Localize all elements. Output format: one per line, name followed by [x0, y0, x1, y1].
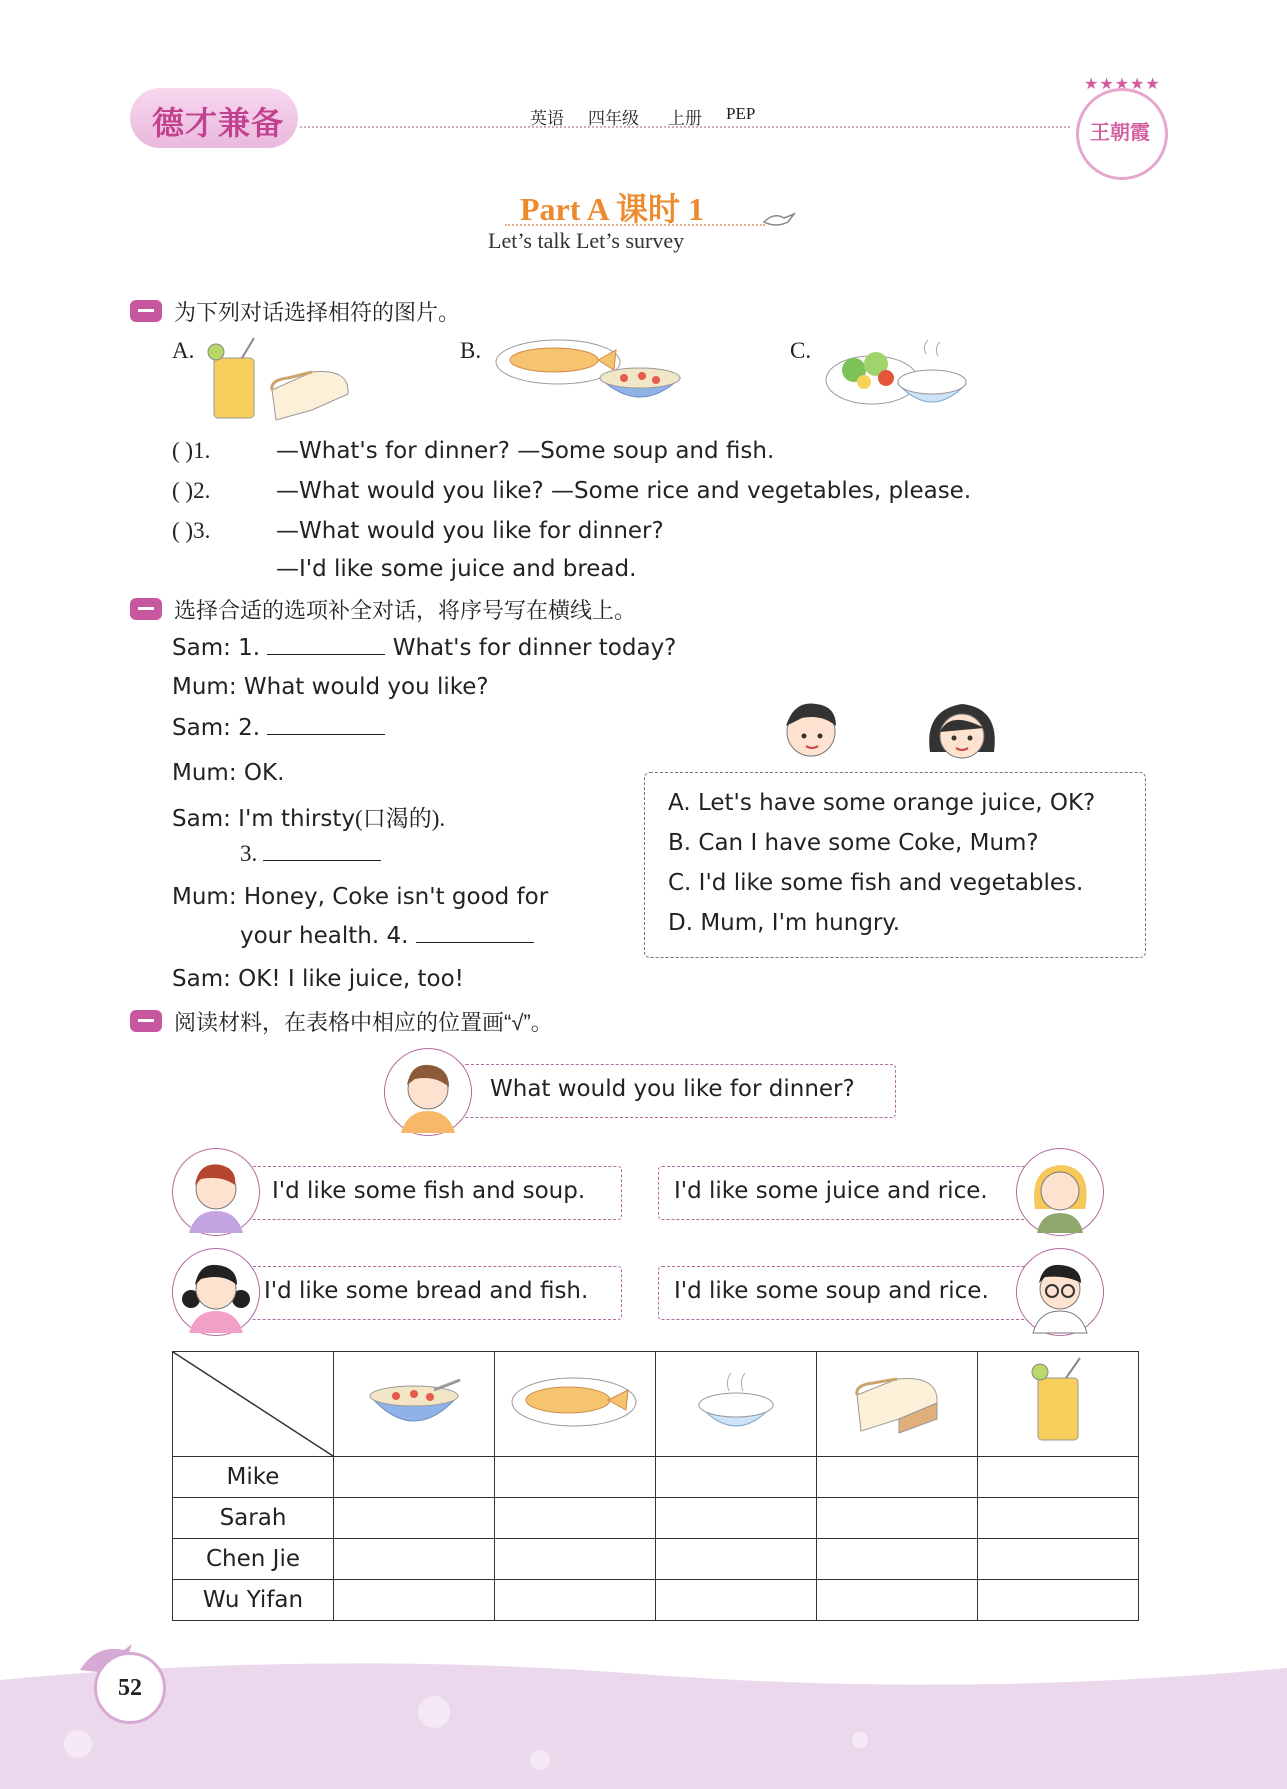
juice-and-bread-icon: [200, 336, 356, 424]
answer-4-text: I'd like some soup and rice.: [674, 1278, 989, 1304]
dialogue-line-5: [172, 800, 445, 833]
check-cell[interactable]: [978, 1498, 1139, 1539]
check-cell[interactable]: [334, 1498, 495, 1539]
check-cell[interactable]: [817, 1580, 978, 1621]
answer-1-text: I'd like some fish and soup.: [272, 1178, 586, 1204]
answer-2-text: I'd like some juice and rice.: [674, 1178, 988, 1204]
answer-3-text: I'd like some bread and fish.: [264, 1278, 589, 1304]
lesson-title-underline: [505, 224, 765, 226]
section-2-badge: [130, 598, 162, 620]
rice-icon: [691, 1361, 781, 1441]
table-row: [173, 1457, 1139, 1498]
question-1-text: —What's for dinner? —Some soup and fish.: [276, 438, 775, 464]
volume: 上册: [668, 109, 702, 128]
mum-icon: [920, 692, 1004, 772]
dialogue-line-9: Sam: OK! I like juice, too!: [172, 966, 464, 992]
row-name-wu-yifan: Wu Yifan: [173, 1580, 334, 1621]
dialogue-line-1-rest: What's for dinner today?: [392, 635, 677, 661]
fish-icon: [510, 1366, 640, 1436]
boy-icon: [776, 692, 846, 772]
dialogue-line-5-text: Sam: I'm thirsty: [172, 806, 356, 832]
blank-4[interactable]: [416, 922, 534, 943]
question-1-label: ( )1.: [172, 438, 211, 463]
question-3-label: ( )3.: [172, 518, 211, 543]
edition: PEP: [726, 104, 756, 123]
section-1-title: 为下列对话选择相符的图片。: [174, 300, 461, 325]
dialogue-line-1-speaker: Sam: 1.: [172, 635, 261, 661]
mike-avatar: [172, 1148, 260, 1236]
choice-a: A. Let's have some orange juice, OK?: [668, 790, 1096, 816]
subject: 英语: [530, 109, 564, 128]
logo-text: 德才兼备: [152, 104, 285, 142]
check-cell[interactable]: [334, 1539, 495, 1580]
section-2-title: 选择合适的选项补全对话，将序号写在横线上。: [174, 598, 637, 623]
boy-glasses-icon: [1017, 1249, 1103, 1335]
check-cell[interactable]: [495, 1580, 656, 1621]
option-c-label: C.: [790, 338, 812, 363]
sarah-avatar: [1016, 1148, 1104, 1236]
girl-pigtails-icon: [173, 1249, 259, 1335]
check-cell[interactable]: [656, 1539, 817, 1580]
choice-c: C. I'd like some fish and vegetables.: [668, 870, 1084, 896]
row-name-sarah: Sarah: [173, 1498, 334, 1539]
question-2-label: ( )2.: [172, 478, 211, 503]
check-cell[interactable]: [978, 1539, 1139, 1580]
dialogue-line-3-speaker: Sam: 2.: [172, 715, 261, 741]
dialogue-line-4: Mum: OK.: [172, 760, 285, 786]
dialogue-line-8-text: your health. 4.: [240, 923, 409, 949]
boy-purple-icon: [173, 1149, 259, 1235]
header-juice-cell: [978, 1352, 1139, 1457]
check-cell[interactable]: [495, 1498, 656, 1539]
table-row: [173, 1580, 1139, 1621]
teacher-icon: [385, 1049, 471, 1135]
section-1-badge: [130, 300, 162, 322]
header-fish-cell: [495, 1352, 656, 1457]
blank-1[interactable]: [267, 634, 385, 655]
fish-and-soup-icon: [494, 334, 694, 414]
check-cell[interactable]: [656, 1457, 817, 1498]
question-2-text: —What would you like? —Some rice and vegetables, please.: [276, 478, 972, 504]
table-header-row: [173, 1352, 1139, 1457]
soup-icon: [364, 1366, 464, 1436]
check-cell[interactable]: [334, 1457, 495, 1498]
chen-jie-avatar: [172, 1248, 260, 1336]
choice-d: D. Mum, I'm hungry.: [668, 910, 901, 936]
vegetables-and-rice-icon: [822, 334, 972, 416]
survey-table: [172, 1351, 1139, 1621]
check-cell[interactable]: [978, 1580, 1139, 1621]
grade: 四年级: [588, 109, 639, 128]
option-a-label: A.: [172, 338, 195, 363]
dialogue-line-1: [172, 634, 676, 661]
header-soup-cell: [334, 1352, 495, 1457]
table-row: [173, 1539, 1139, 1580]
seal-text: 王朝霞: [1090, 122, 1150, 144]
section-3-title: 阅读材料，在表格中相应的位置画“√”。: [174, 1010, 553, 1035]
footer-wave: [0, 1650, 1287, 1789]
option-b-label: B.: [460, 338, 482, 363]
check-cell[interactable]: [656, 1498, 817, 1539]
wu-yifan-avatar: [1016, 1248, 1104, 1336]
teacher-avatar: [384, 1048, 472, 1136]
check-cell[interactable]: [978, 1457, 1139, 1498]
dialogue-line-5-gloss: (口渴的).: [355, 806, 446, 831]
check-cell[interactable]: [495, 1539, 656, 1580]
section-3-badge: [130, 1010, 162, 1032]
bird-icon: [762, 208, 796, 230]
row-name-chen-jie: Chen Jie: [173, 1539, 334, 1580]
check-cell[interactable]: [817, 1498, 978, 1539]
check-cell[interactable]: [817, 1457, 978, 1498]
check-cell[interactable]: [817, 1539, 978, 1580]
lesson-title: Part A 课时 1: [520, 191, 704, 227]
girl-blonde-icon: [1017, 1149, 1103, 1235]
stars-icon: ★★★★★: [1084, 76, 1161, 93]
dialogue-line-7: Mum: Honey, Coke isn't good for: [172, 884, 549, 910]
question-3-text: —What would you like for dinner?: [276, 518, 664, 544]
dialogue-line-3: [172, 714, 385, 741]
row-name-mike: Mike: [173, 1457, 334, 1498]
header-bread-cell: [817, 1352, 978, 1457]
page-number: 52: [94, 1652, 166, 1724]
dialogue-line-2: Mum: What would you like?: [172, 674, 489, 700]
check-cell[interactable]: [495, 1457, 656, 1498]
choice-b: B. Can I have some Coke, Mum?: [668, 830, 1039, 856]
diagonal-line: [173, 1352, 333, 1456]
bread-icon: [847, 1363, 947, 1439]
header-rice-cell: [656, 1352, 817, 1457]
blank-2[interactable]: [267, 714, 385, 735]
table-row: [173, 1498, 1139, 1539]
check-cell[interactable]: [656, 1580, 817, 1621]
blank-3[interactable]: [263, 840, 381, 861]
question-3-reply: —I'd like some juice and bread.: [276, 556, 637, 582]
check-cell[interactable]: [334, 1580, 495, 1621]
dialogue-line-6-number: 3.: [240, 841, 258, 866]
lesson-subtitle: Let’s talk Let’s survey: [488, 228, 685, 253]
table-corner-cell: [173, 1352, 334, 1457]
juice-icon: [1018, 1356, 1098, 1446]
dialogue-line-6: [240, 840, 381, 867]
dialogue-line-8: [240, 922, 534, 949]
question-text: What would you like for dinner?: [490, 1076, 855, 1102]
